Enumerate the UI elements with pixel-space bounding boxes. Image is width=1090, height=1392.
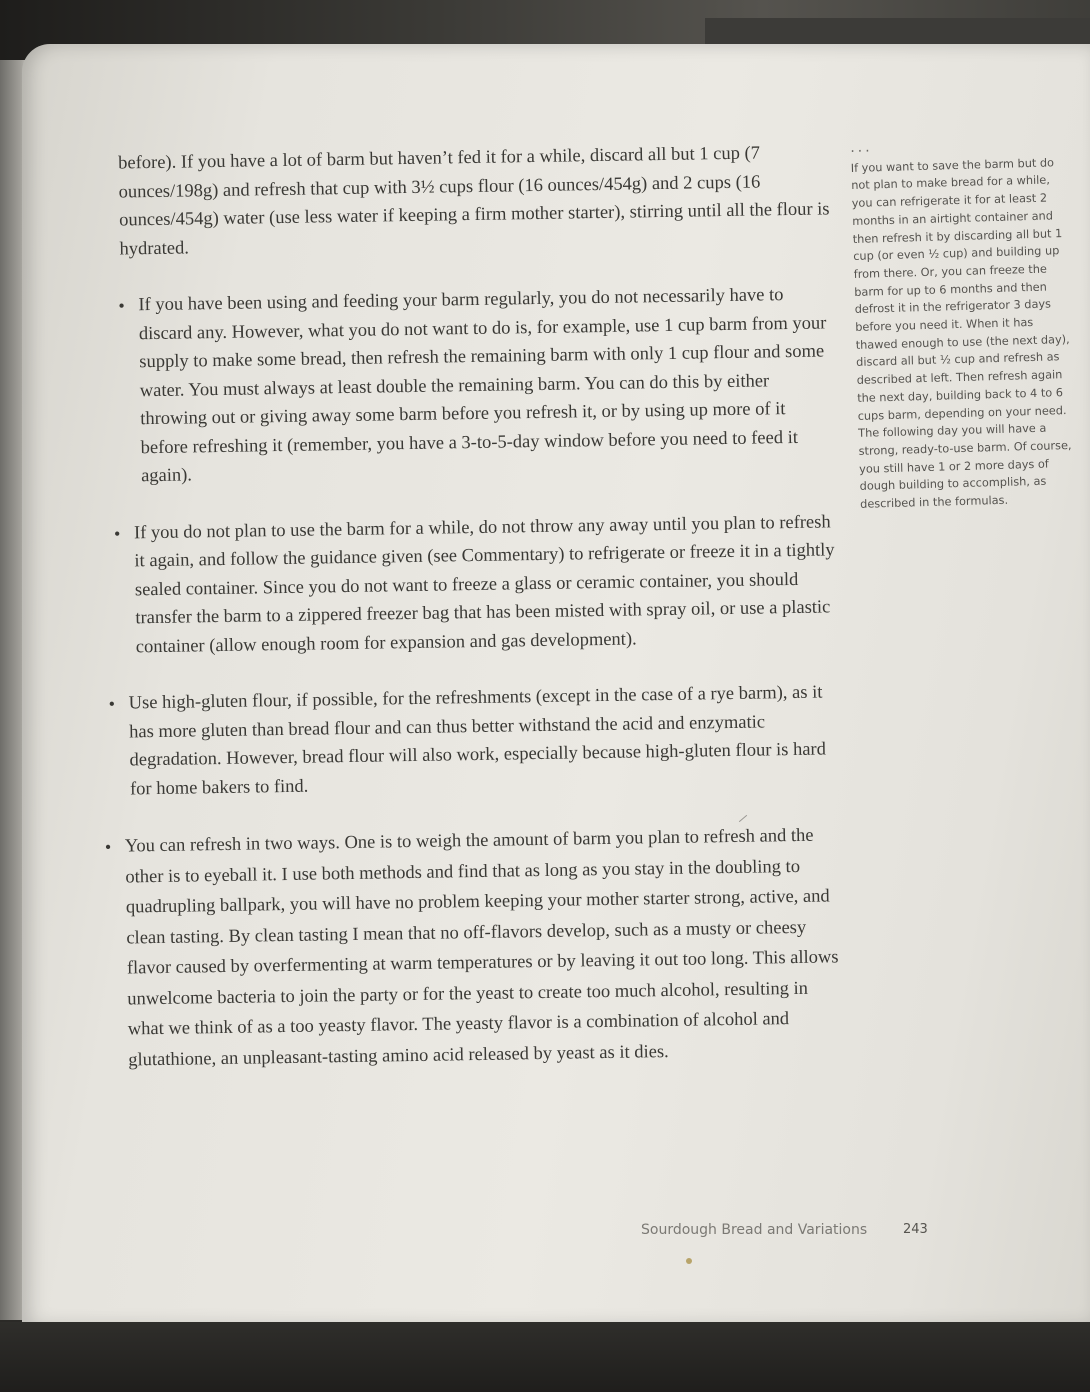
background-bottom xyxy=(0,1322,1090,1392)
sidebar-ellipsis: ... xyxy=(850,139,873,156)
bullet-item-2 xyxy=(110,508,838,662)
decorative-dot xyxy=(686,1258,692,1264)
bullet-text: You can refresh in two ways. One is to weigh the amount of barm you plan to refresh and the other is to eyeball it. I use both methods and find that as long as you stay in the doubling to quadrupling ballpark, you will have no problem keeping your mother starter strong, active, and clean tasting. By clean tasting I mean that no off-flavors develop, such as a musty or cheesy flavor caused by overfermenting at warm temperatures or by leaving it out too long. This allows unwelcome bacteria to join the party or for the yeast to create too much alcohol, resulting in what we think of as a too yeasty flavor. The yeasty flavor is a combination of alcohol and glutathione, an unpleasant-tasting amino acid released by yeast as it dies. xyxy=(124,825,839,1071)
bullet-marker: • xyxy=(118,295,125,316)
bullet-marker: • xyxy=(113,523,121,544)
bullet-item-3 xyxy=(104,678,840,804)
bullet-marker: • xyxy=(108,693,116,714)
bullet-text: Use high-gluten flour, if possible, for the refreshments (except in the case of a rye barm), as it has more gluten than bread flour and can thus better withstand the acid and enzymatic degradation. However, bread flour will also work, especially because high-gluten flour is hard for home bakers to find. xyxy=(128,682,827,799)
intro-paragraph: before). If you have a lot of barm but haven’t fed it for a while, discard all but 1 cup (7 ounces/198g) and refresh that cup with 3½ cups flour (16 ounces/454g) and 2 cups (16 ounces/454g) water (use less water if keeping a firm mother starter), stirring until all the flour is hydrated. xyxy=(118,143,830,260)
sidebar-note xyxy=(850,134,1075,514)
running-footer-title: Sourdough Bread and Variations xyxy=(641,1222,868,1238)
bullet-marker: • xyxy=(104,836,112,857)
main-text-column xyxy=(90,138,845,1104)
sidebar-text: If you want to save the barm but do not plan to make bread for a while, you can refrigerate it for at least 2 months in an airtight container and then refresh it by discarding all but 1 cup (or even ½ cup) and building up from there. Or, you can freeze the barm for up to 6 months and then defrost it in the refrigerator 3 days before you need it. When it has thawed enough to use (the next day), discard all but ½ cup and refresh as described at left. Then refresh again the next day, building back to 4 to 6 cups barm, depending on your need. The following day you will have a strong, ready-to-use barm. Of course, you still have 1 or 2 more days of dough building to accomplish, as described in the formulas. xyxy=(850,156,1072,511)
bullet-text: If you have been using and feeding your barm regularly, you do not necessarily have to discard any. However, what you do not want to do is, for example, use 1 cup barm from your supply to make some bread, then refresh the remaining barm with only 1 cup flour and some water. You must always at least double the remaining barm. You can do this by either throwing out or giving away some barm before you refresh it, or by using up more of it before refreshing it (remember, you have a 3-to-5-day window before you need to feed it again). xyxy=(138,285,827,487)
page-number: 243 xyxy=(903,1222,928,1237)
bullet-text: If you do not plan to use the barm for a while, do not throw any away until you plan to refresh it again, and follow the guidance given (see Commentary) to refrigerate or freeze it in a tightly sealed container. Since you do not want to freeze a glass or ceramic container, you should transfer the barm to a zippered freezer bag that has been misted with spray oil, or use a plastic container (allow enough room for expansion and gas development). xyxy=(133,511,835,657)
bullet-item-4 xyxy=(101,820,845,1076)
bullet-item-1 xyxy=(114,280,835,491)
